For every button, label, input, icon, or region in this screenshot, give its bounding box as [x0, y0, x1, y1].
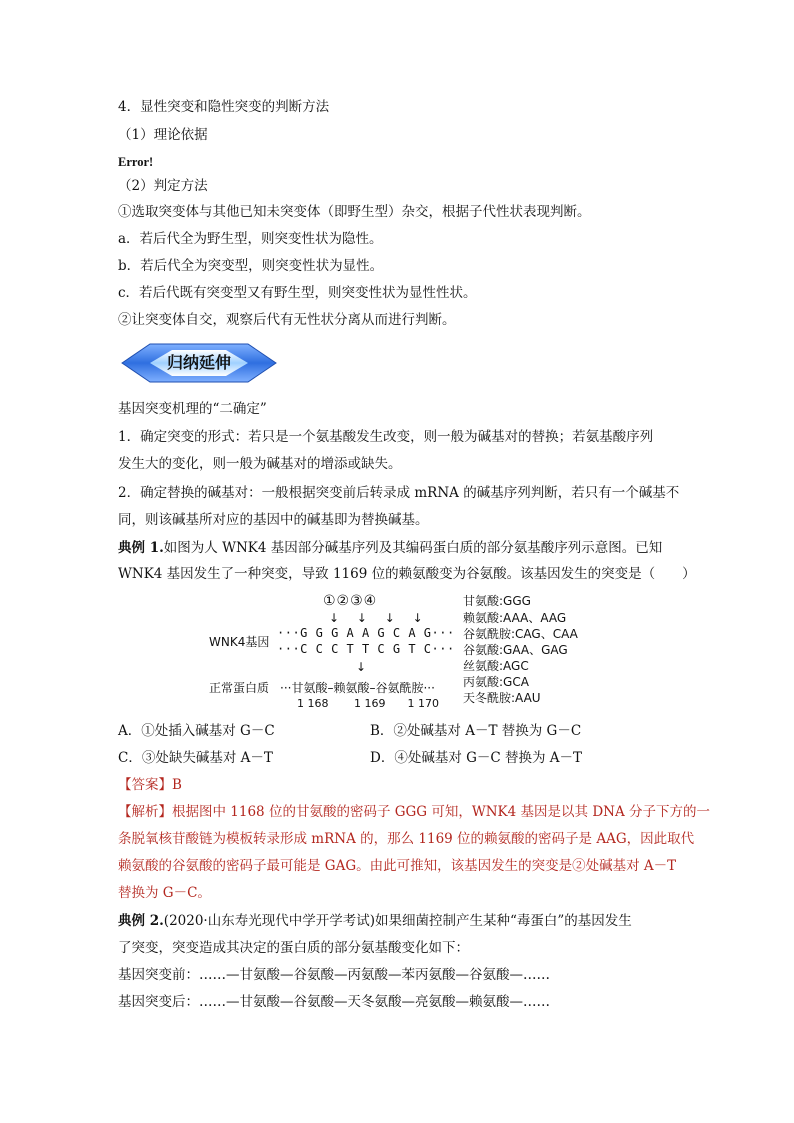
answer-line: 【答案】B — [118, 777, 182, 793]
transcription-arrow: ↓ — [356, 660, 367, 674]
example2-q1: (2020·山东寿光现代中学开学考试)如果细菌控制产生某种“毒蛋白”的基因发生 — [163, 913, 632, 929]
subheading-theory: （1）理论依据 — [118, 127, 208, 143]
banner-label: 归纳延伸 — [166, 353, 231, 372]
example1-question-line2: WNK4 基因发生了一种突变，导致 1169 位的赖氨酸变为谷氨酸。该基因发生的突变是（ ） — [118, 566, 696, 582]
codon-row: 谷氨酸:GAA、GAG — [463, 643, 568, 657]
method-1: ①选取突变体与其他已知未突变体（即野生型）杂交，根据子代性状表现判断。 — [118, 204, 591, 220]
example2-label: 典例 2. — [118, 913, 164, 929]
example2-question-line1 — [118, 912, 632, 930]
method-a: a．若后代全为野生型，则突变性状为隐性。 — [118, 231, 383, 247]
example1-label: 典例 1. — [118, 540, 164, 556]
analysis-line4: 替换为 G－C。 — [118, 885, 211, 901]
analysis-line1 — [118, 803, 710, 821]
summary-p1-line2: 发生大的变化，则一般为碱基对的增添或缺失。 — [118, 456, 402, 472]
analysis-text-1: 根据图中 1168 位的甘氨酸的密码子 GGG 可知，WNK4 基因是以其 DNA 分子下方的一 — [172, 804, 710, 820]
summary-p1-line1: 1．确定突变的形式：若只是一个氨基酸发生改变，则一般为碱基对的替换；若氨基酸序列 — [118, 429, 654, 445]
sequence-after: 基因突变后：……—甘氨酸—谷氨酸—天冬氨酸—亮氨酸—赖氨酸—…… — [118, 994, 550, 1010]
amino-acid-positions: 1 168 1 169 1 170 — [297, 697, 439, 710]
option-a[interactable]: A．①处插入碱基对 G－C — [118, 723, 275, 739]
analysis-line2: 条脱氧核苷酸链为模板转录形成 mRNA 的，那么 1169 位的赖氨酸的密码子是 AAG，因此取代 — [118, 831, 695, 847]
codon-row: 丝氨酸:AGC — [463, 659, 529, 673]
example1-q1: 如图为人 WNK4 基因部分碱基序列及其编码蛋白质的部分氨基酸序列示意图。已知 — [163, 540, 663, 556]
protein-sequence: ···甘氨酸–赖氨酸–谷氨酰胺··· — [280, 681, 435, 695]
summary-title: 基因突变机理的“二确定” — [118, 401, 267, 417]
codon-row: 赖氨酸:AAA、AAG — [463, 611, 567, 625]
option-c[interactable]: C．③处缺失碱基对 A－T — [118, 750, 273, 766]
strand-bottom: ···C C C T T C G T C··· — [277, 642, 455, 656]
analysis-line3: 赖氨酸的谷氨酸的密码子最可能是 GAG。由此可推知，该基因发生的突变是②处碱基对 A－T — [118, 858, 677, 874]
method-b: b．若后代全为突变型，则突变性状为显性。 — [118, 258, 384, 274]
summary-p2-line2: 同，则该碱基所对应的基因中的碱基即为替换碱基。 — [118, 512, 429, 528]
sequence-before: 基因突变前：……—甘氨酸—谷氨酸—丙氨酸—苯丙氨酸—谷氨酸—…… — [118, 967, 550, 983]
section-heading: 4．显性突变和隐性突变的判断方法 — [118, 99, 330, 115]
strand-top: ···G G G A A G C A G··· — [277, 626, 455, 640]
codon-row: 丙氨酸:GCA — [463, 675, 529, 689]
codon-row: 天冬酰胺:AAU — [463, 691, 541, 705]
protein-label: 正常蛋白质 — [209, 681, 270, 695]
example1-question-line1 — [118, 539, 662, 557]
error-text: Error! — [118, 155, 154, 169]
analysis-label: 【解析】 — [118, 804, 172, 820]
summary-p2-line1: 2．确定替换的碱基对：一般根据突变前后转录成 mRNA 的碱基序列判断，若只有一个碱基不 — [118, 485, 680, 501]
method-c: c．若后代既有突变型又有野生型，则突变性状为显性性状。 — [118, 285, 477, 301]
codon-row: 谷氨酰胺:CAG、CAA — [463, 627, 578, 641]
method-2: ②让突变体自交，观察后代有无性状分离从而进行判断。 — [118, 312, 456, 328]
gene-label: WNK4基因 — [209, 635, 270, 649]
mutation-markers: ①②③④ — [323, 593, 378, 609]
option-b[interactable]: B．②处碱基对 A－T 替换为 G－C — [370, 723, 582, 739]
codon-row: 甘氨酸:GGG — [463, 594, 531, 608]
subheading-method: （2）判定方法 — [118, 178, 208, 194]
example2-question-line2: 了突变，突变造成其决定的蛋白质的部分氨基酸变化如下： — [118, 940, 469, 956]
option-d[interactable]: D．④处碱基对 G－C 替换为 A－T — [370, 750, 583, 766]
marker-arrows: ↓ ↓ ↓ ↓ — [329, 611, 430, 625]
summary-banner — [120, 342, 278, 384]
